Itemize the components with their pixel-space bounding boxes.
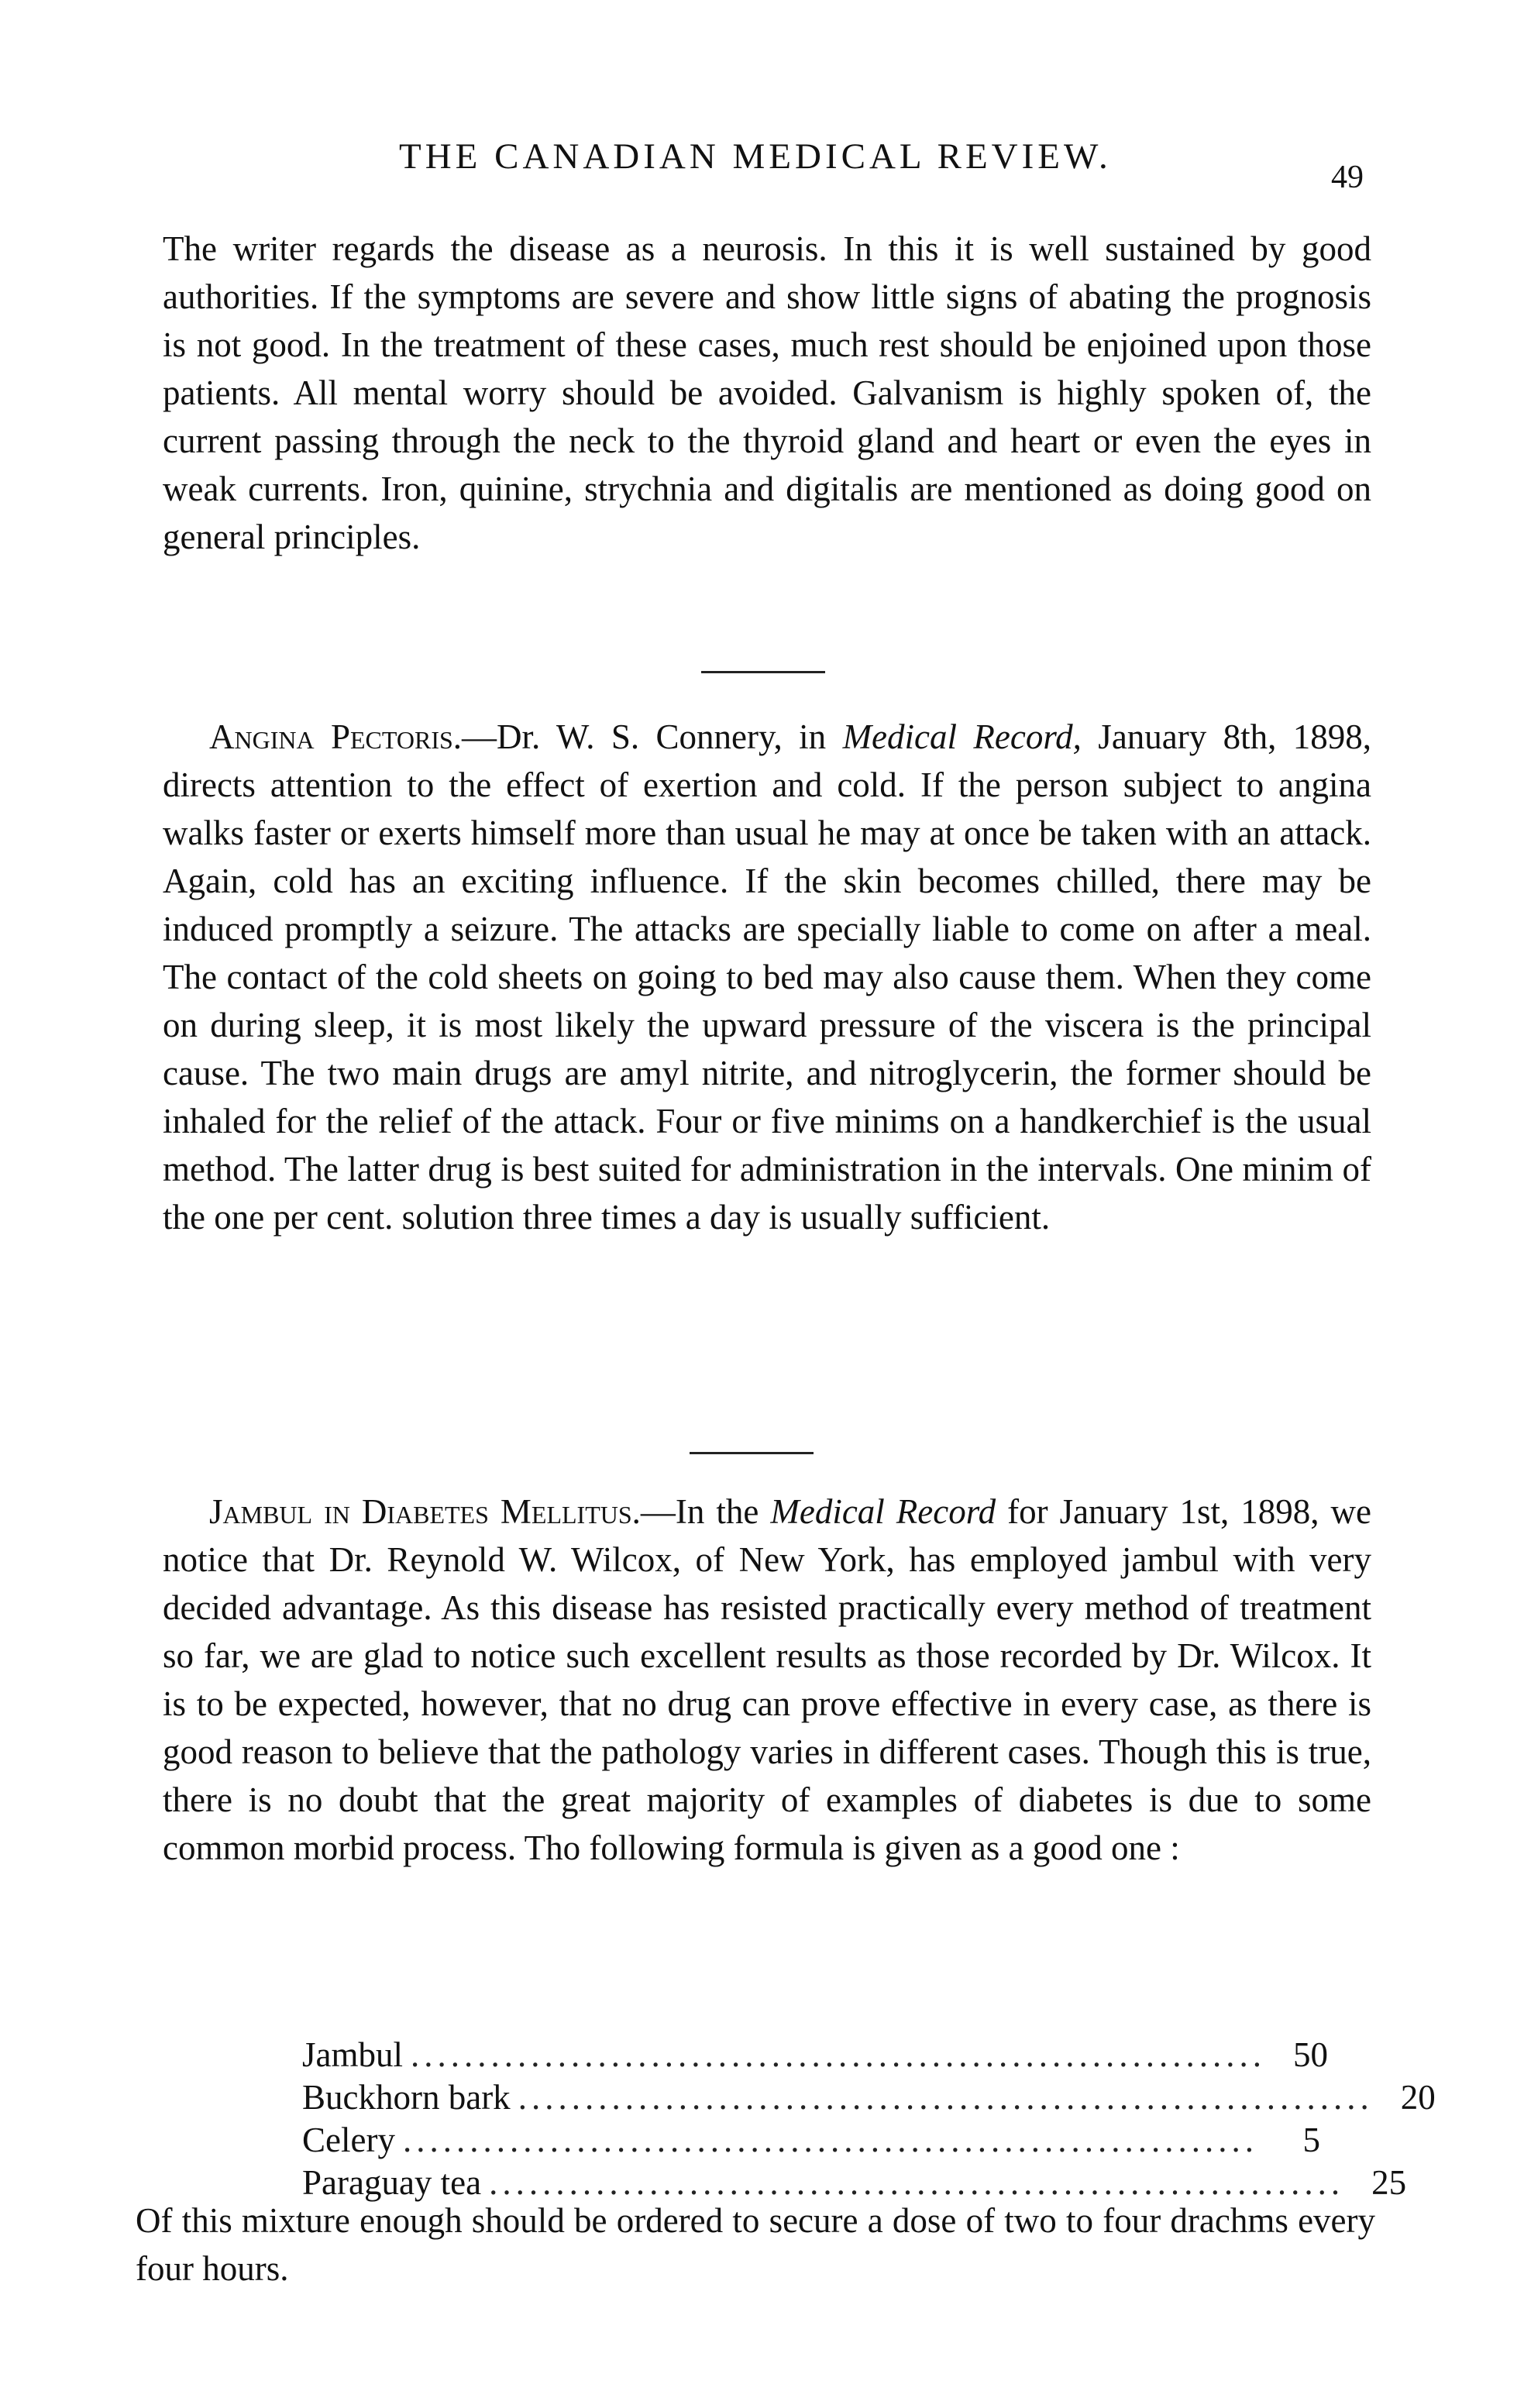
formula-quantity: 25 — [1371, 2163, 1407, 2202]
angina-author: —Dr. W. S. Connery, in — [462, 717, 843, 756]
formula-ingredient: Jambul — [302, 2035, 403, 2074]
angina-paragraph — [163, 713, 1371, 1241]
journal-title: THE CANADIAN MEDICAL REVIEW. — [399, 136, 1112, 177]
formula-ingredient: Buckhorn bark — [302, 2078, 511, 2117]
formula-row — [302, 2119, 1320, 2162]
closing-paragraph: Of this mixture enough should be ordered to secure a dose of two to four drachms every four hours. — [136, 2201, 1375, 2288]
section-divider — [690, 1452, 814, 1454]
jambul-journal: Medical Record — [770, 1492, 996, 1531]
formula-quantity: 20 — [1400, 2078, 1436, 2117]
jambul-heading: Jambul in Diabetes Mellitus. — [209, 1492, 641, 1531]
page-number: 49 — [1331, 160, 1364, 195]
section-divider — [701, 671, 825, 673]
jambul-body: for January 1st, 1898, we notice that Dr. Reynold W. Wilcox, of New York, has employed jambul with very decided advantage. As this disease has resisted practically every method of treatment so far, we are glad to notice such excellent results as those recorded by Dr. Wilcox. It is to be expected, however, that no drug can prove effective in every case, as there is good reason to believe that the pathology varies in different cases. Though this is true, there is no doubt that the great majority of examples of diabetes is due to some common morbid process. Tho following formula is given as a good one : — [163, 1492, 1371, 1867]
intro-paragraph: The writer regards the disease as a neurosis. In this it is well sustained by good authorities. If the symptoms are severe and show little signs of abating the prognosis is not good. In the treatment of these cases, much rest should be enjoined upon those patients. All mental worry should be avoided. Galvanism is highly spoken of, the current passing through the neck to the thyroid gland and heart or even the eyes in weak currents. Iron, quinine, strychnia and digitalis are mentioned as doing good on general principles. — [163, 229, 1371, 556]
dot-leader: ................................................................ — [411, 2035, 1266, 2074]
angina-body: January 8th, 1898, directs attention to the effect of exertion and cold. If the person subject to angina walks faster or exerts himself more than usual he may at once be taken with an attack. Again, cold has an exciting influence. If the skin becomes chilled, there may be induced promptly a seizure. The attacks are specially liable to come on after a meal. The contact of the cold sheets on going to bed may also cause them. When they come on during sleep, it is most likely the upward pressure of the viscera is the principal cause. The two main drugs are amyl nitrite, and nitroglycerin, the former should be inhaled for the relief of the attack. Four or five minims on a handkerchief is the usual method. The latter drug is best suited for administration in the intervals. One minim of the one per cent. solution three times a day is usually sufficient. — [163, 717, 1372, 1237]
formula-ingredient: Celery — [302, 2121, 395, 2159]
formula-row — [302, 2034, 1328, 2076]
formula-row — [302, 2076, 1436, 2119]
formula-quantity: 5 — [1302, 2121, 1320, 2159]
running-head — [163, 136, 1371, 195]
angina-heading: Angina Pectoris. — [209, 717, 463, 756]
dot-leader: ................................................................ — [489, 2163, 1345, 2202]
formula-quantity: 50 — [1293, 2035, 1328, 2074]
formula-list — [302, 2034, 1436, 2204]
jambul-intro: —In the — [640, 1492, 771, 1531]
dot-leader: ................................................................ — [402, 2121, 1258, 2159]
jambul-paragraph — [163, 1488, 1371, 1872]
angina-journal: Medical Record, — [842, 717, 1082, 756]
dot-leader: ................................................................ — [518, 2078, 1374, 2117]
formula-ingredient: Paraguay tea — [302, 2163, 482, 2202]
